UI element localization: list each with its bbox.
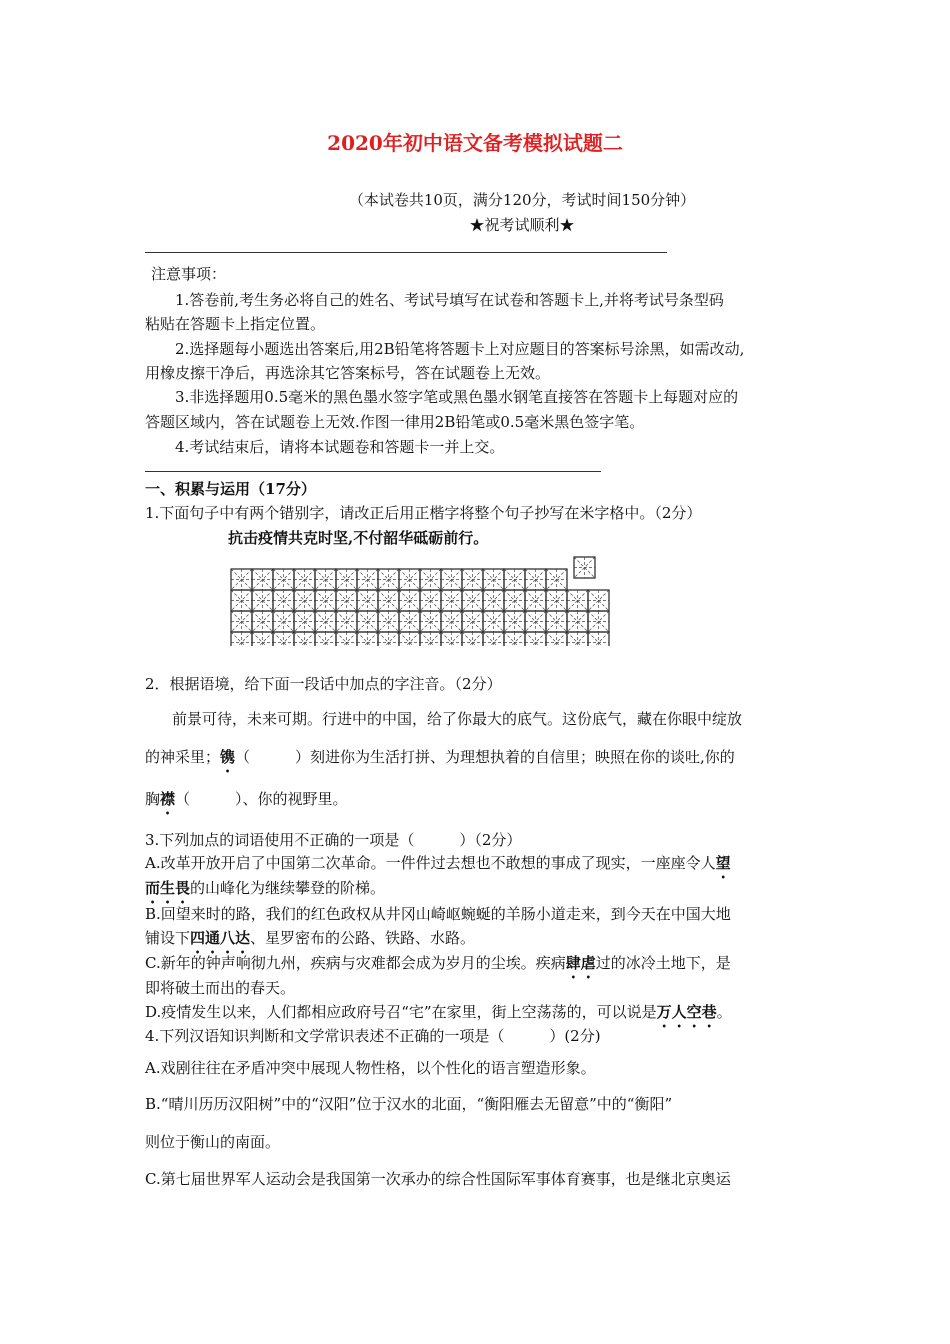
grid-cell[interactable] [378, 632, 399, 646]
q4-option-c-line1: C.第七届世界军人运动会是我国第一次承办的综合性国际军事体育赛事，也是继北京奥运 [145, 1170, 731, 1188]
grid-cell[interactable] [315, 590, 336, 611]
dotted-char-1: 镌 [220, 748, 236, 766]
notice-item-1a: 1.答卷前,考生务必将自己的姓名、考试号填写在试卷和答题卡上,并将考试号条型码 [175, 291, 724, 309]
grid-cell[interactable] [504, 632, 525, 646]
grid-cell[interactable] [462, 569, 483, 590]
q3-d-post: 。 [716, 1003, 732, 1021]
grid-cell[interactable] [273, 590, 294, 611]
q3-c-pre: C.新年的钟声响彻九州，疾病与灾难都会成为岁月的尘埃。疾病 [145, 954, 566, 972]
q3-a-dotted-1: 望 [715, 854, 731, 872]
grid-cell[interactable] [504, 611, 525, 632]
q3-c-dotted: 肆虐 [565, 954, 596, 972]
grid-cell[interactable] [294, 569, 315, 590]
grid-cell[interactable] [399, 611, 420, 632]
section-heading: 一、积累与运用（17分） [145, 480, 316, 498]
q3-stem: 3.下列加点的词语使用不正确的一项是（ ）（2分） [145, 831, 522, 849]
notice-item-1b: 粘贴在答题卡上指定位置。 [145, 315, 326, 333]
exam-info: （本试卷共10页，满分120分，考试时间150分钟） [348, 191, 696, 209]
grid-cell[interactable] [420, 590, 441, 611]
grid-cell[interactable] [294, 632, 315, 646]
grid-cell[interactable] [525, 590, 546, 611]
grid-cell[interactable] [231, 569, 252, 590]
grid-cell[interactable] [483, 569, 504, 590]
grid-cell[interactable] [399, 569, 420, 590]
page-title: 2020年初中语文备考模拟试题二 [327, 131, 623, 155]
grid-cell[interactable] [315, 632, 336, 646]
q2-line-3-pre: 胸 [145, 790, 161, 808]
q3-d-pre: D.疫情发生以来，人们都相应政府号召“宅”在家里，街上空荡荡的，可以说是 [145, 1003, 657, 1021]
grid-cell[interactable] [483, 590, 504, 611]
grid-cell[interactable] [378, 611, 399, 632]
grid-cell[interactable] [252, 569, 273, 590]
grid-cell[interactable] [588, 611, 609, 632]
q3-b-dotted: 四通八达 [190, 929, 251, 947]
grid-cell[interactable] [420, 569, 441, 590]
grid-cell[interactable] [420, 632, 441, 646]
grid-cell[interactable] [336, 590, 357, 611]
grid-cell[interactable] [399, 590, 420, 611]
grid-cell[interactable] [378, 590, 399, 611]
q2-line-2-post: （ ）刻进你为生活打拼、为理想执着的自信里；映照在你的谈吐,你的 [235, 748, 735, 766]
q3-a-post: 的山峰化为继续攀登的阶梯。 [190, 879, 386, 897]
grid-cell[interactable] [483, 611, 504, 632]
grid-cell[interactable] [567, 611, 588, 632]
q4-stem: 4.下列汉语知识判断和文学常识表述不正确的一项是（ ）(2分) [145, 1027, 601, 1045]
grid-cell[interactable] [336, 569, 357, 590]
grid-cell[interactable] [546, 611, 567, 632]
grid-cell[interactable] [588, 632, 609, 646]
q1-sentence: 抗击疫情共克时坚,不付韶华砥砺前行。 [228, 529, 489, 547]
grid-cell[interactable] [462, 611, 483, 632]
grid-cell[interactable] [525, 569, 546, 590]
q3-option-b-line1: B.回望来时的路，我们的红色政权从井冈山崎岖蜿蜒的羊肠小道走来，到今天在中国大地 [145, 905, 731, 923]
grid-cell[interactable] [315, 569, 336, 590]
grid-cell[interactable] [546, 632, 567, 646]
grid-cell[interactable] [420, 611, 441, 632]
q3-b-pre: 铺设下 [145, 929, 191, 947]
grid-cell[interactable] [483, 632, 504, 646]
grid-cell[interactable] [567, 590, 588, 611]
q4-option-b-line2: 则位于衡山的南面。 [145, 1133, 281, 1151]
grid-cell[interactable] [504, 569, 525, 590]
grid-cell[interactable] [441, 590, 462, 611]
q1-stem: 1.下面句子中有两个错别字，请改正后用正楷字将整个句子抄写在米字格中。（2分） [145, 504, 702, 522]
notice-item-2a: 2.选择题每小题选出答案后,用2B铅笔将答题卡上对应题目的答案标号涂黑，如需改动, [175, 340, 745, 358]
grid-cell[interactable] [588, 590, 609, 611]
q4-option-a: A.戏剧往往在矛盾冲突中展现人物性格，以个性化的语言塑造形象。 [145, 1059, 596, 1077]
q3-c-post: 过的冰冷土地下，是 [595, 954, 731, 972]
grid-cell[interactable] [294, 590, 315, 611]
grid-cell[interactable] [357, 569, 378, 590]
q3-b-post: 、星罗密布的公路、铁路、水路。 [250, 929, 476, 947]
divider-notice [145, 471, 601, 472]
grid-cell[interactable] [273, 611, 294, 632]
grid-cell[interactable] [357, 590, 378, 611]
grid-cell[interactable] [357, 611, 378, 632]
grid-cell[interactable] [504, 590, 525, 611]
q2-line-2 [145, 746, 735, 776]
grid-cell[interactable] [546, 569, 567, 590]
grid-cell[interactable] [252, 611, 273, 632]
grid-cell[interactable] [525, 632, 546, 646]
grid-cell[interactable] [315, 611, 336, 632]
grid-cell[interactable] [231, 590, 252, 611]
q2-line-3 [145, 788, 348, 818]
grid-cell[interactable] [441, 632, 462, 646]
notice-item-4: 4.考试结束后，请将本试题卷和答题卡一并上交。 [175, 438, 505, 456]
grid-cells [231, 557, 609, 646]
grid-cell[interactable] [336, 611, 357, 632]
grid-cell[interactable] [462, 590, 483, 611]
notice-item-2b: 用橡皮擦干净后，再选涂其它答案标号，答在试题卷上无效。 [145, 364, 551, 382]
grid-cell[interactable] [525, 611, 546, 632]
q2-line-1: 前景可待，未来可期。行进中的中国，给了你最大的底气。这份底气，藏在你眼中绽放 [172, 710, 743, 728]
writing-grid[interactable] [230, 556, 622, 646]
grid-cell[interactable] [252, 632, 273, 646]
grid-cell[interactable] [273, 569, 294, 590]
grid-cell[interactable] [574, 557, 595, 578]
grid-cell[interactable] [336, 632, 357, 646]
q2-line-2-pre: 的神采里； [145, 748, 221, 766]
grid-cell[interactable] [294, 611, 315, 632]
grid-cell[interactable] [399, 632, 420, 646]
divider-top [145, 252, 667, 253]
q3-d-dotted: 万人空巷 [656, 1003, 717, 1021]
grid-cell[interactable] [378, 569, 399, 590]
q3-option-c-line2: 即将破土而出的春天。 [145, 979, 296, 997]
grid-cell[interactable] [231, 611, 252, 632]
grid-cell[interactable] [273, 632, 294, 646]
grid-cell[interactable] [231, 632, 252, 646]
notice-heading: 注意事项： [151, 265, 227, 283]
grid-cell[interactable] [546, 590, 567, 611]
q3-a-pre: A.改革开放开启了中国第二次革命。一件件过去想也不敢想的事成了现实，一座座令人 [145, 854, 716, 872]
q3-a-dotted-2: 而生畏 [145, 879, 191, 897]
good-luck: ★祝考试顺利★ [469, 216, 575, 234]
grid-cell[interactable] [462, 632, 483, 646]
q2-line-3-post: （ ）、你的视野里。 [175, 790, 348, 808]
dotted-char-2: 襟 [160, 790, 176, 808]
q4-option-b-line1: B.“晴川历历汉阳树”中的“汉阳”位于汉水的北面，“衡阳雁去无留意”中的“衡阳” [145, 1095, 673, 1113]
grid-cell[interactable] [252, 590, 273, 611]
grid-cell[interactable] [441, 611, 462, 632]
notice-item-3a: 3.非选择题用0.5毫米的黑色墨水签字笔或黑色墨水钢笔直接答在答题卡上每题对应的 [175, 388, 739, 406]
grid-cell[interactable] [567, 632, 588, 646]
grid-cell[interactable] [441, 569, 462, 590]
notice-item-3b: 答题区域内，答在试题卷上无效.作图一律用2B铅笔或0.5毫米黑色签字笔。 [145, 413, 645, 431]
q2-stem: 2．根据语境，给下面一段话中加点的字注音。（2分） [145, 675, 502, 693]
grid-cell[interactable] [357, 632, 378, 646]
